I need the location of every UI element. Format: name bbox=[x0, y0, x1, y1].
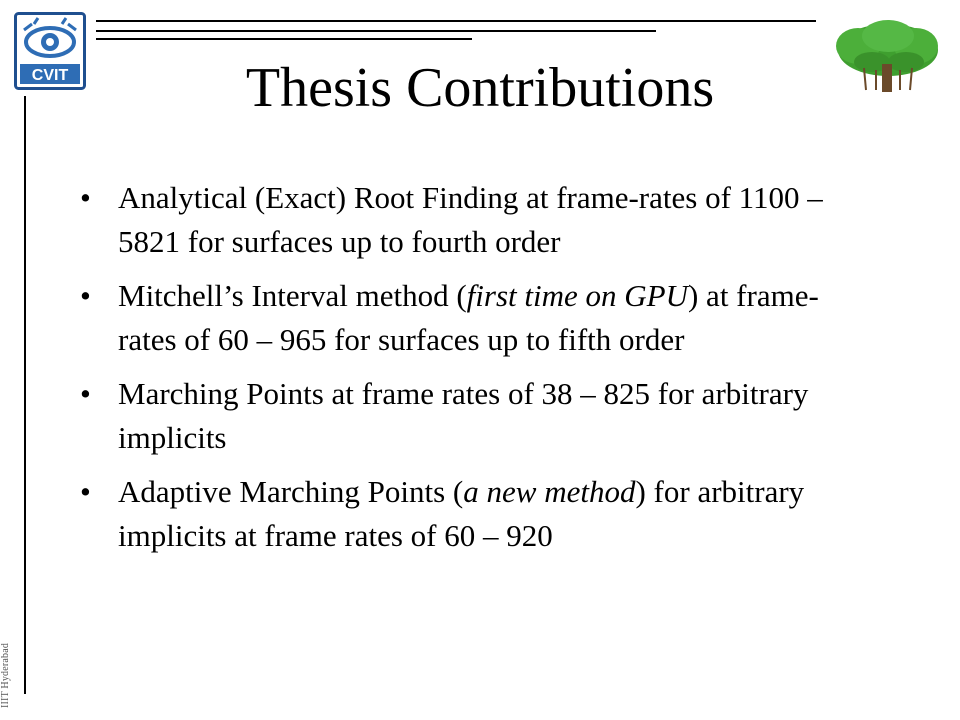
bullet-item bbox=[80, 176, 870, 264]
bullet-item bbox=[80, 372, 870, 460]
header-rule-2 bbox=[96, 30, 656, 32]
slide-title: Thesis Contributions bbox=[245, 57, 715, 119]
header-rule-3 bbox=[96, 38, 472, 40]
bullet-marker: • bbox=[80, 278, 91, 313]
bullet-marker: • bbox=[80, 376, 91, 411]
left-margin-rule bbox=[24, 96, 26, 694]
bullet-item bbox=[80, 274, 870, 362]
bullet-text: ) for arbitrary implicits at frame rates of 60 – 920 bbox=[118, 474, 805, 553]
bullet-text: Adaptive Marching Points ( bbox=[118, 474, 464, 509]
header-rule-1 bbox=[96, 20, 816, 22]
bullet-text: Analytical (Exact) Root Finding at frame-rates of 1100 – 5821 for surfaces up to fourth order bbox=[118, 180, 823, 259]
bullet-item bbox=[80, 470, 870, 558]
bullet-text: Marching Points at frame rates of 38 – 825 for arbitrary implicits bbox=[118, 376, 809, 455]
bullet-marker: • bbox=[80, 180, 91, 215]
side-credit: IIIT Hyderabad bbox=[0, 642, 11, 708]
logo-text: CVIT bbox=[31, 67, 69, 84]
bullet-marker: • bbox=[80, 474, 91, 509]
bullet-text: Mitchell’s Interval method ( bbox=[118, 278, 467, 313]
bullet-text: ) at frame-rates of 60 – 965 for surfaces up to fifth order bbox=[118, 278, 819, 357]
bullet-text-italic: a new method bbox=[463, 474, 636, 509]
bullet-text-italic: first time on GPU bbox=[466, 278, 688, 313]
bullet-list bbox=[80, 176, 870, 568]
